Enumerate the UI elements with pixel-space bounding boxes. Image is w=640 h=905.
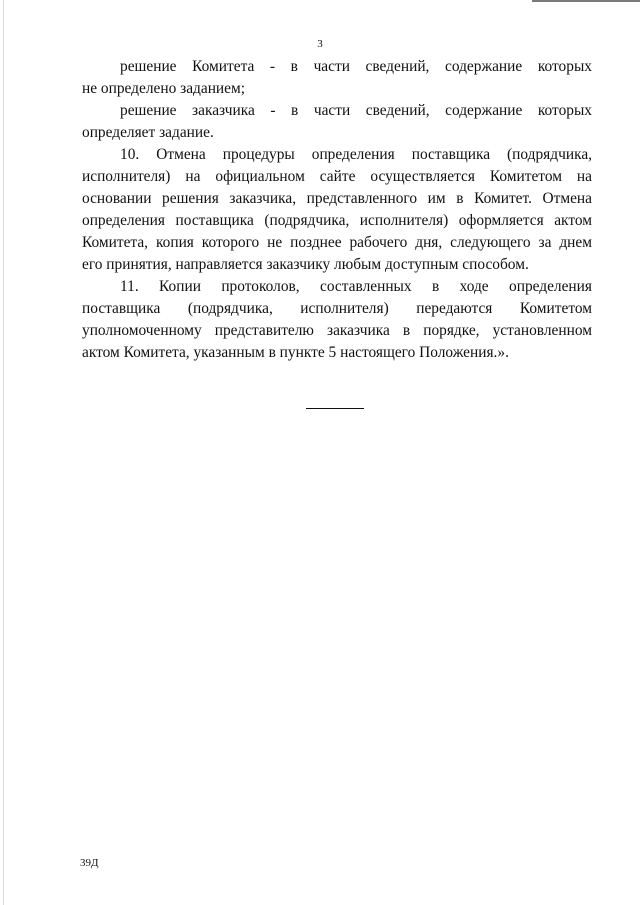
text-line: решение Комитета - в части сведений, содержание которых (120, 58, 592, 75)
text-line: определяет задание. (82, 124, 214, 141)
scan-left-edge (3, 0, 4, 905)
scan-top-right-mark (532, 0, 640, 2)
text-line: решение заказчика - в части сведений, содержание которых (120, 102, 592, 119)
text-line: актом Комитета, указанным в пункте 5 настоящего Положения.». (82, 344, 509, 361)
text-line: не определено заданием; (82, 80, 246, 97)
text-line: Комитета, копия которого не позднее рабочего дня, следующего за днем (82, 234, 592, 251)
text-line: поставщика (подрядчика, исполнителя) передаются Комитетом (82, 300, 592, 317)
text-line: исполнителя) на официальном сайте осуществляется Комитетом на (82, 168, 592, 185)
paragraph-customer-decision (82, 100, 592, 144)
text-line: 11. Копии протоколов, составленных в ходе определения (120, 278, 592, 295)
document-body (82, 56, 592, 364)
text-line: уполномоченному представителю заказчика в порядке, установленном (82, 322, 592, 339)
text-line: 10. Отмена процедуры определения поставщика (подрядчика, (120, 146, 592, 163)
paragraph-item-10 (82, 144, 592, 276)
page-number: 3 (317, 38, 323, 50)
text-line: определения поставщика (подрядчика, исполнителя) оформляется актом (82, 212, 592, 229)
end-divider-line (306, 408, 364, 409)
text-line: его принятия, направляется заказчику любым доступным способом. (82, 256, 529, 273)
text-line: основании решения заказчика, представленного им в Комитет. Отмена (82, 190, 592, 207)
footer-document-code: 39Д (80, 857, 99, 869)
paragraph-committee-decision (82, 56, 592, 100)
paragraph-item-11 (82, 276, 592, 364)
